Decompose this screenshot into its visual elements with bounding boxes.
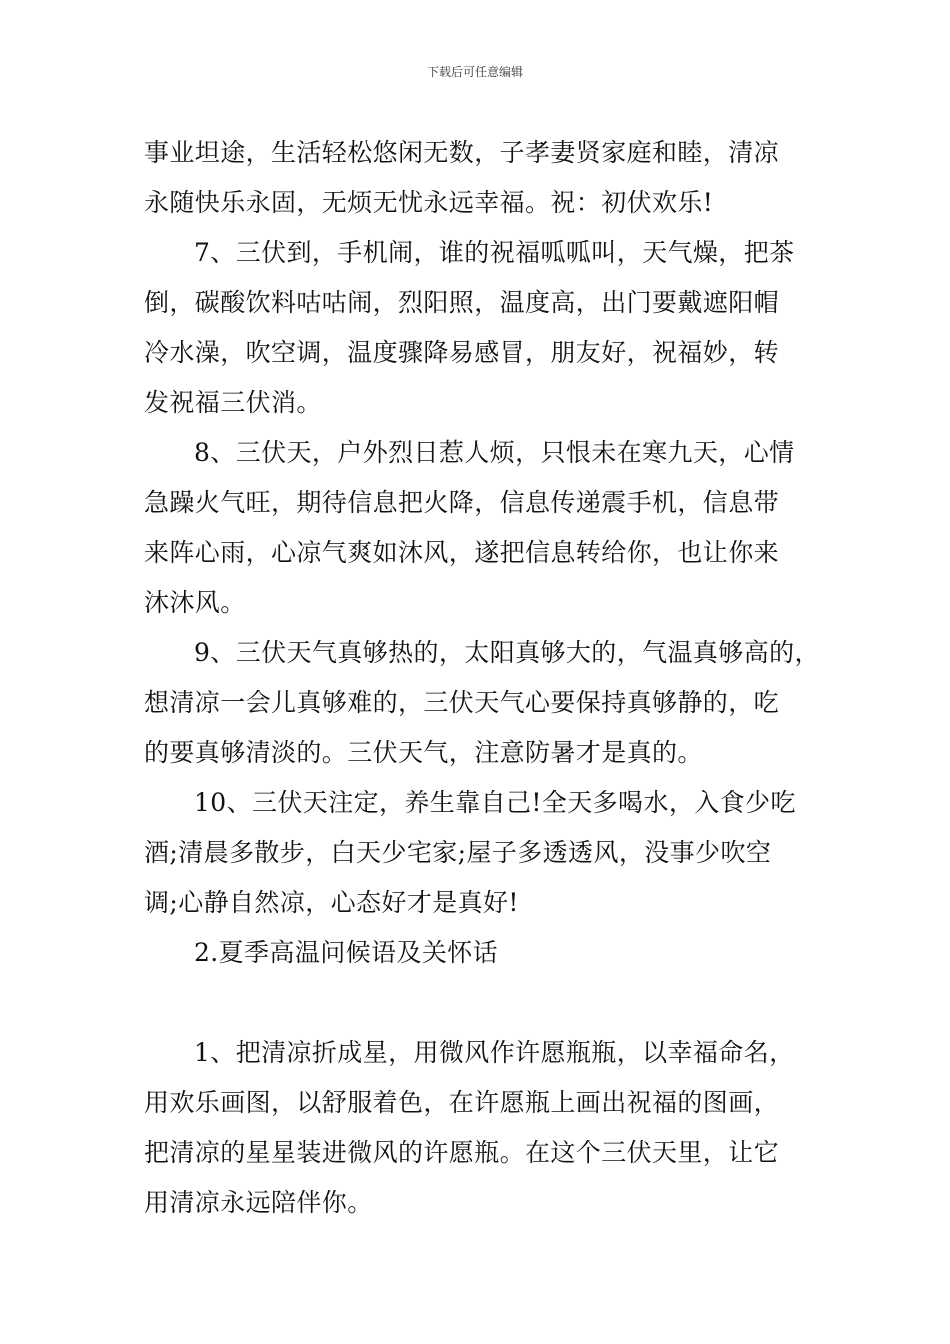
text-line: 用欢乐画图，以舒服着色，在许愿瓶上画出祝福的图画， xyxy=(144,1088,780,1117)
text-line: 酒;清晨多散步，白天少宅家;屋子多透透风，没事少吹空 xyxy=(144,838,772,867)
text-line: 调;心静自然凉，心态好才是真好! xyxy=(144,888,519,917)
text-line: 冷水澡，吹空调，温度骤降易感冒，朋友好，祝福妙，转 xyxy=(144,338,780,367)
paragraph-start-line: 8、三伏天，户外烈日惹人烦，只恨未在寒九天，心情 xyxy=(194,438,795,467)
text-line: 永随快乐永固，无烦无忧永远幸福。祝：初伏欢乐! xyxy=(144,188,714,217)
page-header-note: 下载后可任意编辑 xyxy=(426,65,523,79)
blank-line xyxy=(144,978,834,1028)
section-heading: 2.夏季高温问候语及关怀话 xyxy=(194,938,499,967)
text-line: 发祝福三伏消。 xyxy=(144,388,322,417)
text-line: 用清凉永远陪伴你。 xyxy=(144,1188,373,1217)
paragraph-start-line: 10、三伏天注定，养生靠自己!全天多喝水，入食少吃 xyxy=(194,788,796,817)
document-body xyxy=(144,128,834,1228)
text-line: 想清凉一会儿真够难的，三伏天气心要保持真够静的，吃 xyxy=(144,688,780,717)
text-line: 事业坦途，生活轻松悠闲无数，子孝妻贤家庭和睦，清凉 xyxy=(144,138,780,167)
text-line: 来阵心雨，心凉气爽如沐风，遂把信息转给你，也让你来 xyxy=(144,538,780,567)
paragraph-start-line: 9、三伏天气真够热的，太阳真够大的，气温真够高的， xyxy=(194,638,820,667)
text-line: 的要真够清淡的。三伏天气，注意防暑才是真的。 xyxy=(144,738,703,767)
paragraph-start-line: 1、把清凉折成星，用微风作许愿瓶瓶，以幸福命名， xyxy=(194,1038,795,1067)
text-line: 倒，碳酸饮料咕咕闹，烈阳照，温度高，出门要戴遮阳帽 xyxy=(144,288,780,317)
text-line: 把清凉的星星装进微风的许愿瓶。在这个三伏天里，让它 xyxy=(144,1138,780,1167)
paragraph-start-line: 7、三伏到，手机闹，谁的祝福呱呱叫，天气燥，把茶 xyxy=(194,238,795,267)
text-line: 沐沐风。 xyxy=(144,588,246,617)
text-line: 急躁火气旺，期待信息把火降，信息传递震手机，信息带 xyxy=(144,488,780,517)
